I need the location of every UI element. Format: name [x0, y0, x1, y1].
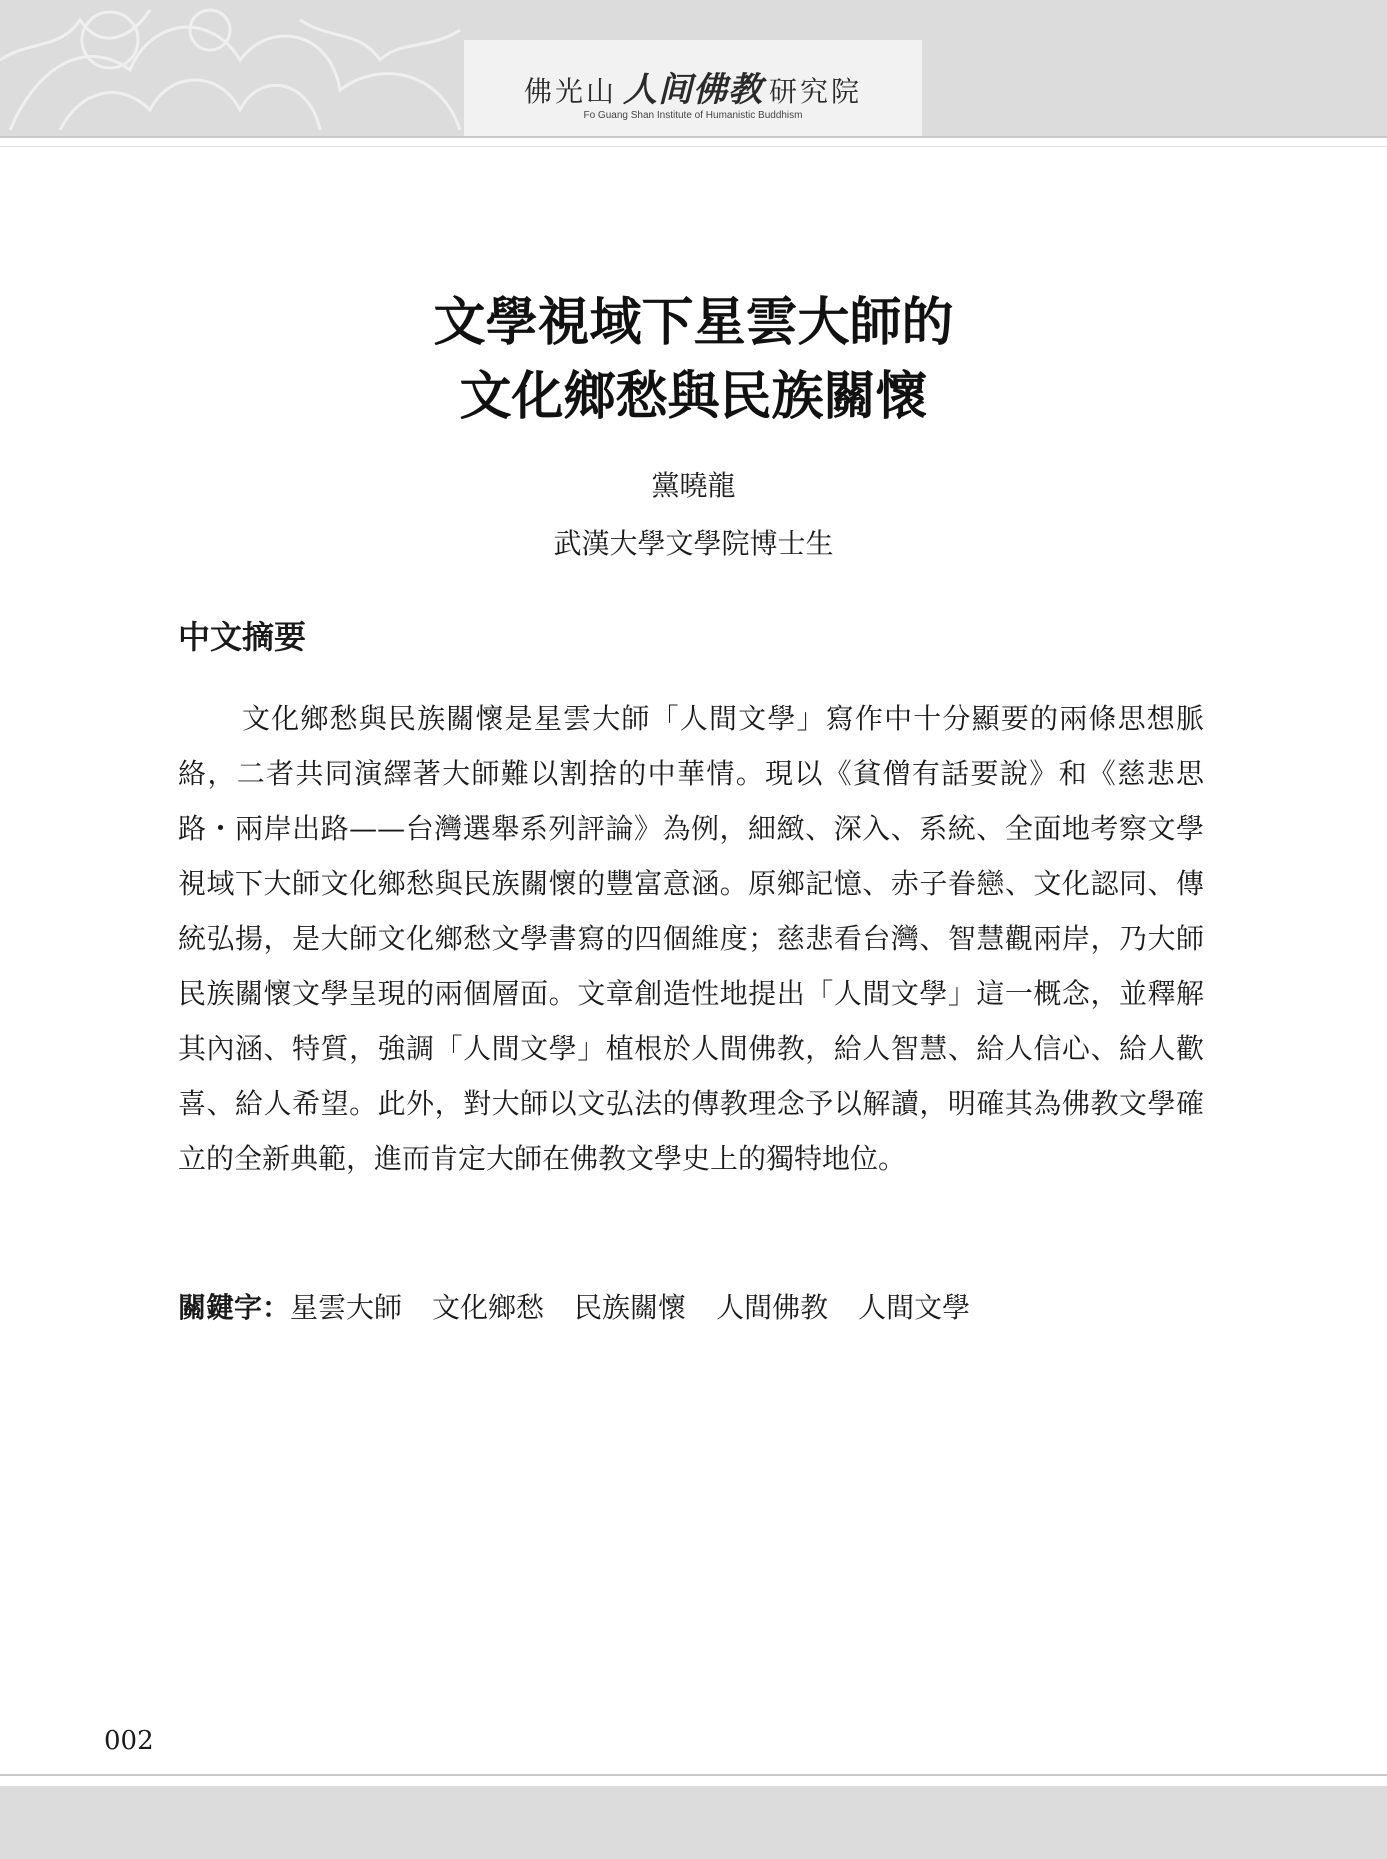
footer-band	[0, 1786, 1387, 1859]
logo-suffix: 研究院	[769, 75, 863, 108]
title-line-2: 文化鄉愁與民族關懷	[459, 366, 928, 427]
keyword-item: 人間佛教	[716, 1291, 829, 1324]
lotus-ornament-icon	[0, 0, 470, 136]
footer-divider	[0, 1774, 1387, 1776]
logo-title	[464, 62, 922, 111]
keywords-line	[178, 1286, 1000, 1326]
logo-english: Fo Guang Shan Institute of Humanistic Buddhism	[583, 110, 803, 121]
keyword-item: 星雲大師	[290, 1291, 403, 1324]
header-band	[0, 0, 1387, 136]
keyword-item: 人間文學	[858, 1291, 971, 1324]
keyword-item: 文化鄉愁	[432, 1291, 545, 1324]
keyword-item: 民族關懷	[574, 1291, 687, 1324]
abstract-body: 文化鄉愁與民族關懷是星雲大師「人間文學」寫作中十分顯要的兩條思想脈絡，二者共同演繹著大師難以割捨的中華情。現以《貧僧有話要說》和《慈悲思路・兩岸出路——台灣選舉系列評論》為例，細緻、深入、系統、全面地考察文學視域下大師文化鄉愁與民族關懷的豐富意涵。原鄉記憶、赤子眷戀、文化認同、傳統弘揚，是大師文化鄉愁文學書寫的四個維度；慈悲看台灣、智慧觀兩岸，乃大師民族關懷文學呈現的兩個層面。文章創造性地提出「人間文學」這一概念，並釋解其內涵、特質，強調「人間文學」植根於人間佛教，給人智慧、給人信心、給人歡喜、給人希望。此外，對大師以文弘法的傳教理念予以解讀，明確其為佛教文學確立的全新典範，進而肯定大師在佛教文學史上的獨特地位。	[178, 702, 1204, 1175]
abstract-heading: 中文摘要	[178, 618, 307, 656]
logo-calligraphy: 人间佛教	[623, 70, 763, 110]
institute-logo	[464, 40, 922, 136]
header-divider	[0, 136, 1387, 147]
paper-title	[0, 286, 1387, 434]
title-line-1: 文學視域下星雲大師的	[433, 292, 954, 353]
author-name: 黨曉龍	[651, 469, 736, 502]
logo-prefix: 佛光山	[523, 75, 617, 108]
keywords-label: 關鍵字：	[178, 1291, 291, 1324]
author-affiliation: 武漢大學文學院博士生	[553, 527, 834, 560]
page-number: 002	[104, 1726, 154, 1756]
